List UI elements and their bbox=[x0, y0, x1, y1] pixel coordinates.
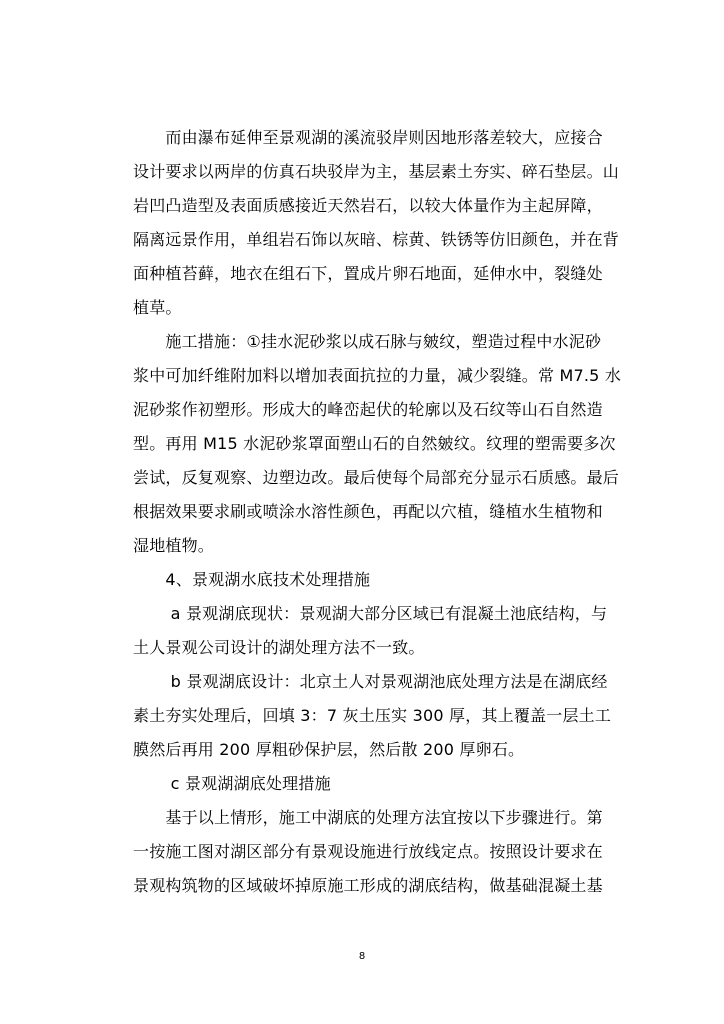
text-line: 根据效果要求刷或喷涂水溶性颜色，再配以穴植，缝植水生植物和 bbox=[133, 502, 603, 521]
text-line: 型。再用 M15 水泥砂浆罩面塑山石的自然皴纹。纹理的塑需要多次 bbox=[133, 434, 616, 453]
text-line: 植草。 bbox=[133, 298, 182, 317]
text-line: 泥砂浆作初塑形。形成大的峰峦起伏的轮廓以及石纹等山石自然造 bbox=[133, 400, 603, 419]
text-line: 基于以上情形，施工中湖底的处理方法宜按以下步骤进行。第 bbox=[133, 808, 603, 827]
text-line: 尝试，反复观察、边塑边改。最后使每个局部充分显示石质感。最后 bbox=[133, 468, 620, 487]
text-line: 浆中可加纤维附加料以增加表面抗拉的力量，减少裂缝。常 M7.5 水 bbox=[133, 366, 622, 385]
text-line: 面种植苔藓，地衣在组石下，置成片卵石地面，延伸水中，裂缝处 bbox=[133, 264, 603, 283]
page-number: 8 bbox=[358, 951, 366, 962]
text-line: 一按施工图对湖区部分有景观设施进行放线定点。按照设计要求在 bbox=[133, 842, 603, 861]
text-line: 湿地植物。 bbox=[133, 536, 215, 555]
section-heading: 4、景观湖水底技术处理措施 bbox=[133, 570, 371, 589]
text-line: 隔离远景作用，单组岩石饰以灰暗、棕黄、铁锈等仿旧颜色，并在背 bbox=[133, 230, 620, 249]
text-line: a 景观湖底现状：景观湖大部分区域已有混凝土池底结构，与 bbox=[133, 604, 608, 623]
text-line: 设计要求以两岸的仿真石块驳岸为主，基层素土夯实、碎石垫层。山 bbox=[133, 162, 620, 181]
text-line: 素土夯实处理后，回填 3：7 灰土压实 300 厚，其上覆盖一层土工 bbox=[133, 706, 612, 725]
text-line: 而由瀑布延伸至景观湖的溪流驳岸则因地形落差较大，应接合 bbox=[133, 128, 603, 147]
text-line: 景观构筑物的区域破坏掉原施工形成的湖底结构，做基础混凝土基 bbox=[133, 876, 603, 895]
text-line: 施工措施：①挂水泥砂浆以成石脉与皴纹，塑造过程中水泥砂 bbox=[133, 332, 602, 351]
text-line: 岩凹凸造型及表面质感接近天然岩石，以较大体量作为主起屏障， bbox=[133, 196, 603, 215]
text-line: 土人景观公司设计的湖处理方法不一致。 bbox=[133, 638, 425, 657]
text-line: b 景观湖底设计：北京土人对景观湖池底处理方法是在湖底经 bbox=[133, 672, 608, 691]
subsection-heading: c 景观湖湖底处理措施 bbox=[133, 774, 331, 793]
text-line: 膜然后再用 200 厚粗砂保护层，然后散 200 厚卵石。 bbox=[133, 740, 525, 759]
